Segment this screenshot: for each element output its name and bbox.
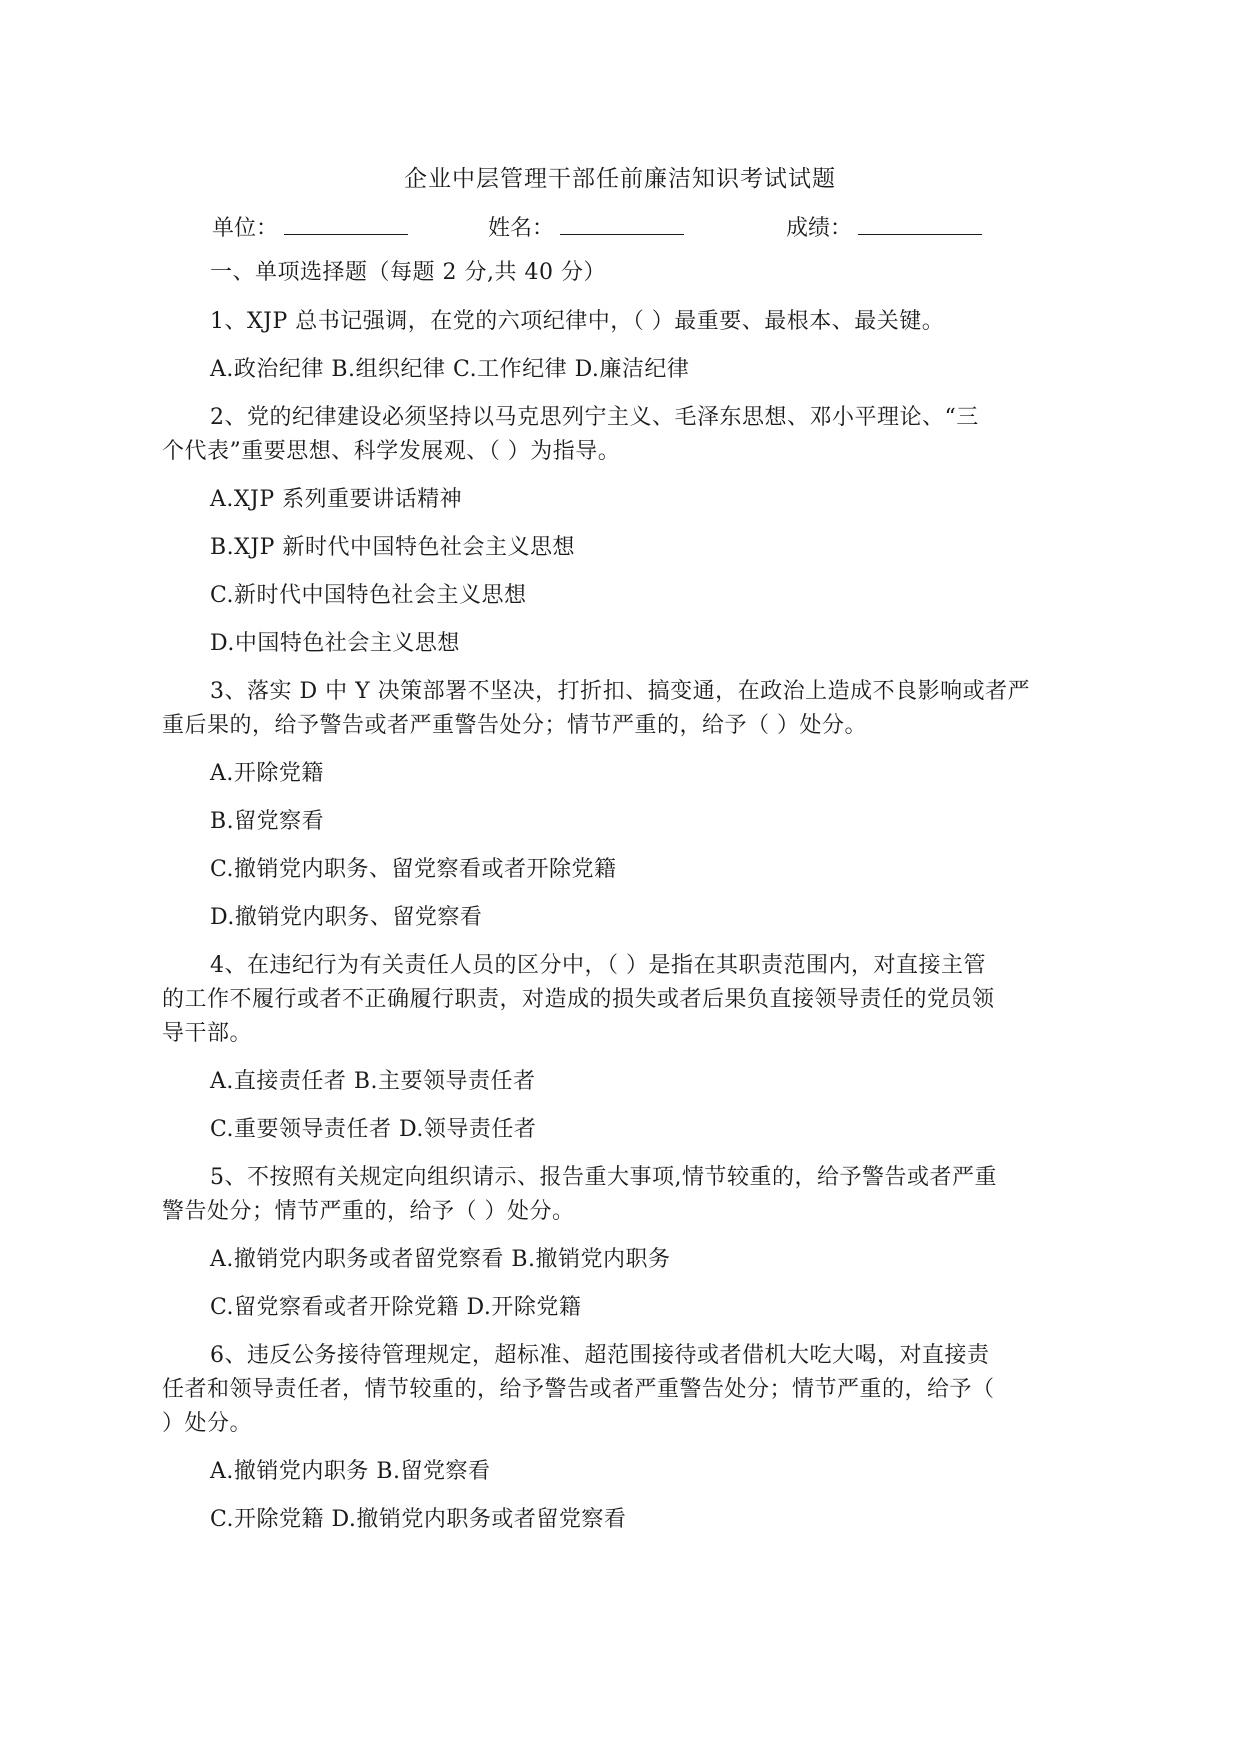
score-field xyxy=(786,210,982,246)
question-6-line-1: 6、违反公务接待管理规定，超标准、超范围接待或者借机大吃大喝，对直接责 xyxy=(210,1343,990,1368)
question-2-option-c: C.新时代中国特色社会主义思想 xyxy=(210,583,527,608)
question-2-option-b: B.XJP 新时代中国特色社会主义思想 xyxy=(210,535,575,560)
question-1-line-1: 1、XJP 总书记强调，在党的六项纪律中，（ ）最重要、最根本、最关键。 xyxy=(210,309,945,334)
unit-blank[interactable] xyxy=(284,210,408,235)
question-2-line-1: 2、党的纪律建设必须坚持以马克思列宁主义、毛泽东思想、邓小平理论、“三 xyxy=(210,405,979,430)
question-4-line-1: 4、在违纪行为有关责任人员的区分中，（ ）是指在其职责范围内，对直接主管 xyxy=(210,953,986,978)
question-6-line-2: 任者和领导责任者，情节较重的，给予警告或者严重警告处分；情节严重的，给予（ xyxy=(162,1377,995,1402)
exam-title: 企业中层管理干部任前廉洁知识考试试题 xyxy=(404,166,836,192)
score-label: 成绩： xyxy=(786,216,853,241)
question-5-option-line-1: A.撤销党内职务或者留党察看 B.撤销党内职务 xyxy=(210,1247,671,1272)
name-field xyxy=(488,210,684,246)
unit-field xyxy=(212,210,408,246)
section-heading: 一、单项选择题（每题 2 分,共 40 分） xyxy=(210,260,606,285)
question-4-option-line-2: C.重要领导责任者 D.领导责任者 xyxy=(210,1117,537,1142)
question-2-option-d: D.中国特色社会主义思想 xyxy=(210,631,460,656)
unit-label: 单位： xyxy=(212,216,279,241)
question-6-option-line-2: C.开除党籍 D.撤销党内职务或者留党察看 xyxy=(210,1507,627,1532)
score-blank[interactable] xyxy=(858,210,982,235)
question-2-line-2: 个代表”重要思想、科学发展观、（ ）为指导。 xyxy=(162,439,621,464)
question-1-option-line-1: A.政治纪律 B.组织纪律 C.工作纪律 D.廉洁纪律 xyxy=(210,357,690,382)
question-2-option-a: A.XJP 系列重要讲话精神 xyxy=(210,487,463,512)
question-4-line-3: 导干部。 xyxy=(162,1021,253,1046)
question-6-option-line-1: A.撤销党内职务 B.留党察看 xyxy=(210,1459,491,1484)
question-3-line-2: 重后果的，给予警告或者严重警告处分；情节严重的，给予（ ）处分。 xyxy=(162,713,867,738)
question-5-line-1: 5、不按照有关规定向组织请示、报告重大事项,情节较重的，给予警告或者严重 xyxy=(210,1165,997,1190)
question-3-option-b: B.留党察看 xyxy=(210,809,325,834)
question-3-option-d: D.撤销党内职务、留党察看 xyxy=(210,905,483,930)
question-3-option-a: A.开除党籍 xyxy=(210,761,324,786)
name-blank[interactable] xyxy=(560,210,684,235)
question-3-option-c: C.撤销党内职务、留党察看或者开除党籍 xyxy=(210,857,617,882)
question-5-option-line-2: C.留党察看或者开除党籍 D.开除党籍 xyxy=(210,1295,582,1320)
question-6-line-3: ）处分。 xyxy=(162,1411,253,1436)
question-4-option-line-1: A.直接责任者 B.主要领导责任者 xyxy=(210,1069,536,1094)
question-3-line-1: 3、落实 D 中 Y 决策部署不坚决，打折扣、搞变通，在政治上造成不良影响或者严 xyxy=(210,679,1031,704)
name-label: 姓名： xyxy=(488,216,555,241)
question-4-line-2: 的工作不履行或者不正确履行职责，对造成的损失或者后果负直接领导责任的党员领 xyxy=(162,987,995,1012)
question-5-line-2: 警告处分；情节严重的，给予（ ）处分。 xyxy=(162,1199,575,1224)
